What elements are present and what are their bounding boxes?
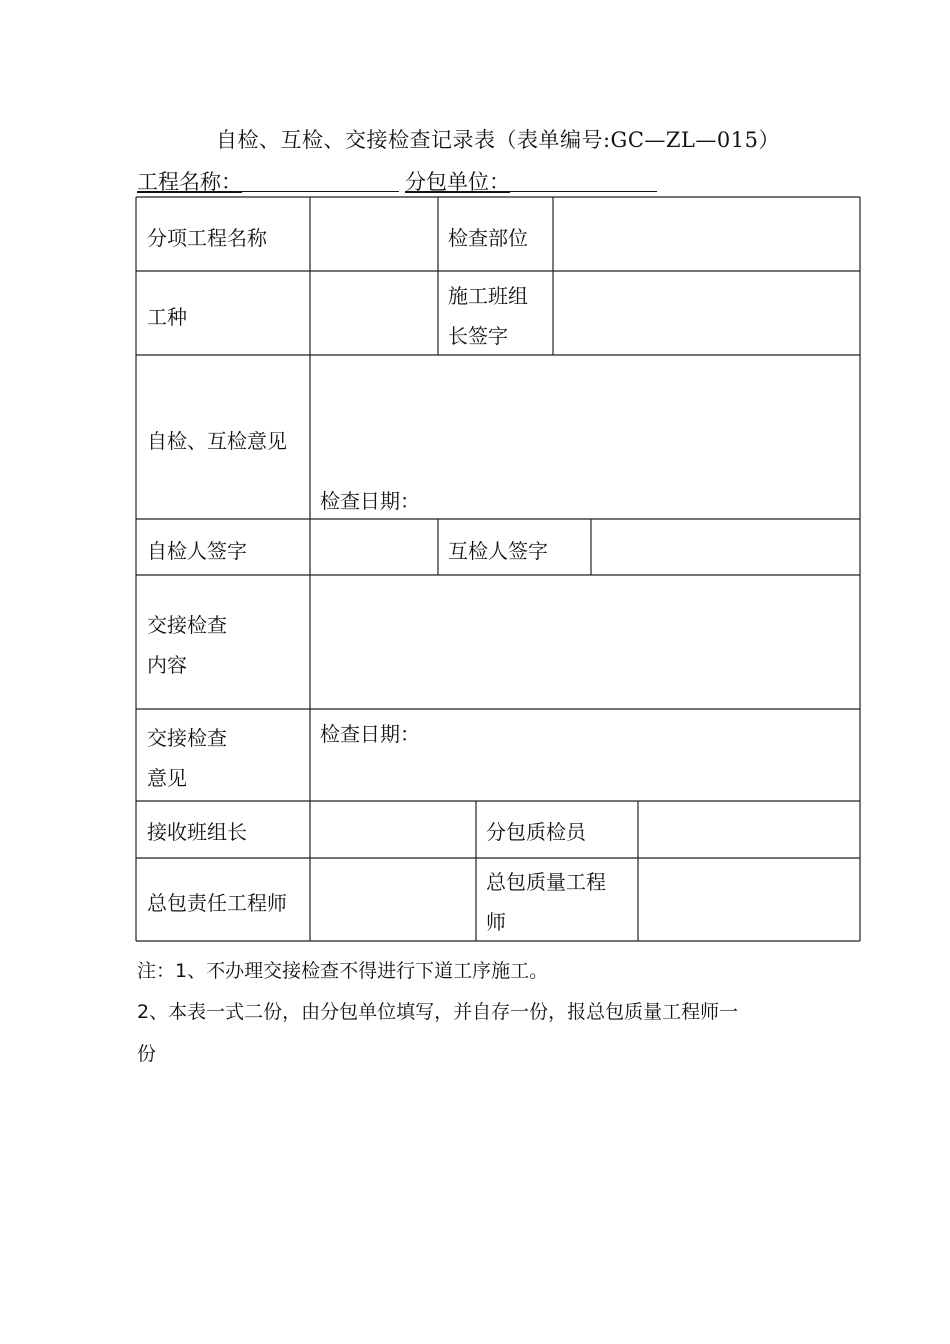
handover-content-label-line2: 内容 [147, 653, 187, 677]
trade-field[interactable] [311, 272, 437, 354]
team-leader-sign-label-line2: 长签字 [448, 324, 508, 348]
gc-quality-engineer-label-line1: 总包质量工程 [486, 870, 606, 894]
team-leader-sign-label-line1: 施工班组 [448, 284, 528, 308]
sub-qc-inspector-label: 分包质检员 [486, 820, 586, 844]
team-leader-sign-label [448, 276, 528, 356]
inspection-location-label: 检查部位 [448, 226, 528, 250]
note-2-line1: 2、本表一式二份，由分包单位填写，并自存一份，报总包质量工程师一 [137, 1001, 739, 1023]
note-2-line2: 份 [137, 1043, 157, 1065]
sub-project-name-label: 分项工程名称 [147, 226, 267, 250]
project-name-label: 工程名称： [137, 170, 242, 194]
handover-opinion-label [147, 718, 227, 798]
mutual-inspector-sign-label: 互检人签字 [448, 539, 548, 563]
receiving-team-leader-field[interactable] [311, 802, 475, 857]
self-inspector-sign-label: 自检人签字 [147, 539, 247, 563]
self-inspector-signature-field[interactable] [311, 520, 437, 574]
receiving-team-leader-label: 接收班组长 [147, 820, 247, 844]
handover-content-field[interactable] [311, 576, 859, 708]
gc-quality-engineer-label [486, 862, 606, 942]
form-title: 自检、互检、交接检查记录表（表单编号:GC—ZL—015） [215, 128, 781, 152]
self-mutual-opinion-label: 自检、互检意见 [147, 429, 287, 453]
inspection-location-field[interactable] [554, 198, 859, 270]
sub-project-name-field[interactable] [311, 198, 437, 270]
mutual-inspector-signature-field[interactable] [592, 520, 859, 574]
gc-responsible-engineer-label: 总包责任工程师 [147, 891, 287, 915]
team-leader-signature-field[interactable] [554, 272, 859, 354]
gc-quality-engineer-label-line2: 师 [486, 910, 506, 934]
note-1: 注：1、不办理交接检查不得进行下道工序施工。 [137, 960, 549, 982]
gc-responsible-engineer-field[interactable] [311, 859, 475, 940]
trade-label: 工种 [147, 305, 187, 329]
handover-opinion-label-line2: 意见 [147, 766, 187, 790]
handover-content-label-line1: 交接检查 [147, 613, 227, 637]
subcontractor-label: 分包单位： [405, 170, 510, 194]
sub-qc-inspector-field[interactable] [639, 802, 859, 857]
handover-opinion-label-line1: 交接检查 [147, 726, 227, 750]
inspection-date-label: 检查日期： [320, 489, 420, 513]
handover-inspection-date-label: 检查日期： [320, 722, 420, 746]
gc-quality-engineer-field[interactable] [639, 859, 859, 940]
handover-content-label [147, 605, 227, 685]
